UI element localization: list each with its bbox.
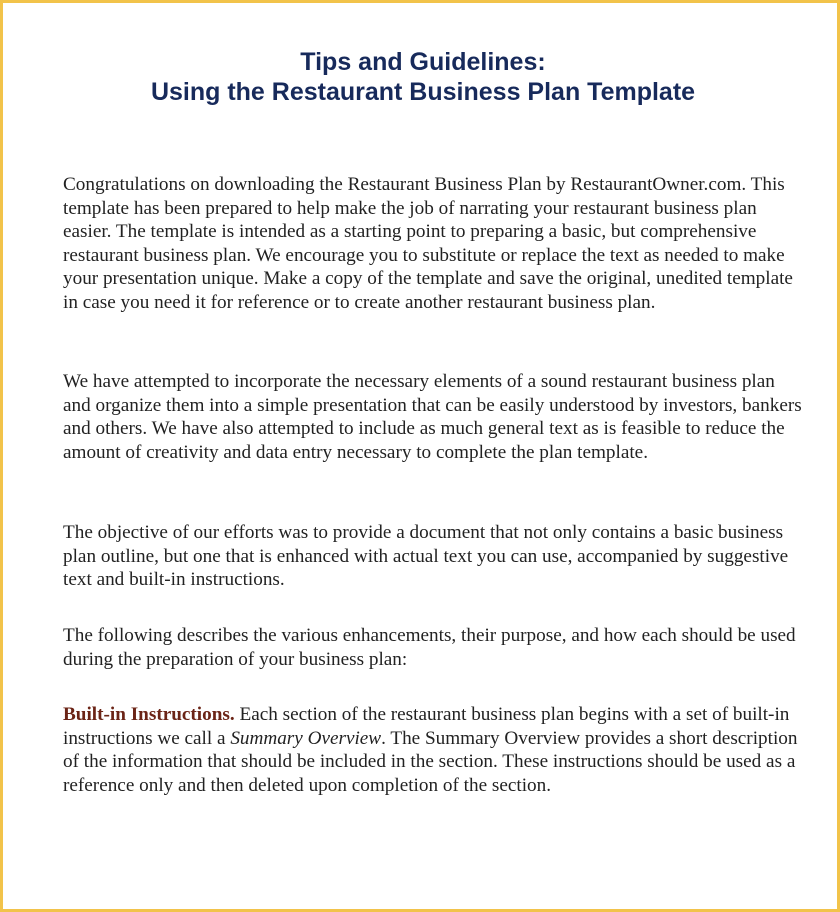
document-title	[3, 47, 840, 107]
paragraph-built-in-instructions	[63, 703, 805, 797]
summary-overview-term: Summary Overview	[230, 727, 382, 749]
built-in-text-after: . The Summary Overview provides a short description of the information that should be included in the section. These instructions should be used as a reference only and then deleted upon completion of the section.	[63, 727, 798, 796]
built-in-text-before: Each section of the restaurant business plan begins with a set of built-in instructions we call a	[63, 704, 790, 749]
built-in-instructions-label: Built-in Instructions.	[63, 704, 235, 725]
paragraph-intro: Congratulations on downloading the Restaurant Business Plan by RestaurantOwner.com. This template has been prepared to help make the job of narrating your restaurant business plan easier. The template is intended as a starting point to preparing a basic, but comprehensive restaurant business plan. We encourage you to substitute or replace the text as needed to make your presentation unique. Make a copy of the template and save the original, unedited template in case you need it for reference or to create another restaurant business plan.	[63, 174, 793, 313]
title-line-1: Tips and Guidelines:	[300, 48, 546, 76]
paragraph-objective: The objective of our efforts was to provide a document that not only contains a basic business plan outline, but one that is enhanced with actual text you can use, accompanied by suggestive text and built-in instructions.	[63, 522, 789, 591]
title-line-2: Using the Restaurant Business Plan Template	[150, 78, 696, 106]
paragraph-enhancements-intro: The following describes the various enhancements, their purpose, and how each should be used during the preparation of your business plan:	[63, 625, 796, 670]
paragraph-elements: We have attempted to incorporate the necessary elements of a sound restaurant business plan and organize them into a simple presentation that can be easily understood by investors, bankers and others. We have also attempted to include as much general text as is feasible to reduce the amount of creativity and data entry necessary to complete the plan template.	[63, 371, 802, 463]
